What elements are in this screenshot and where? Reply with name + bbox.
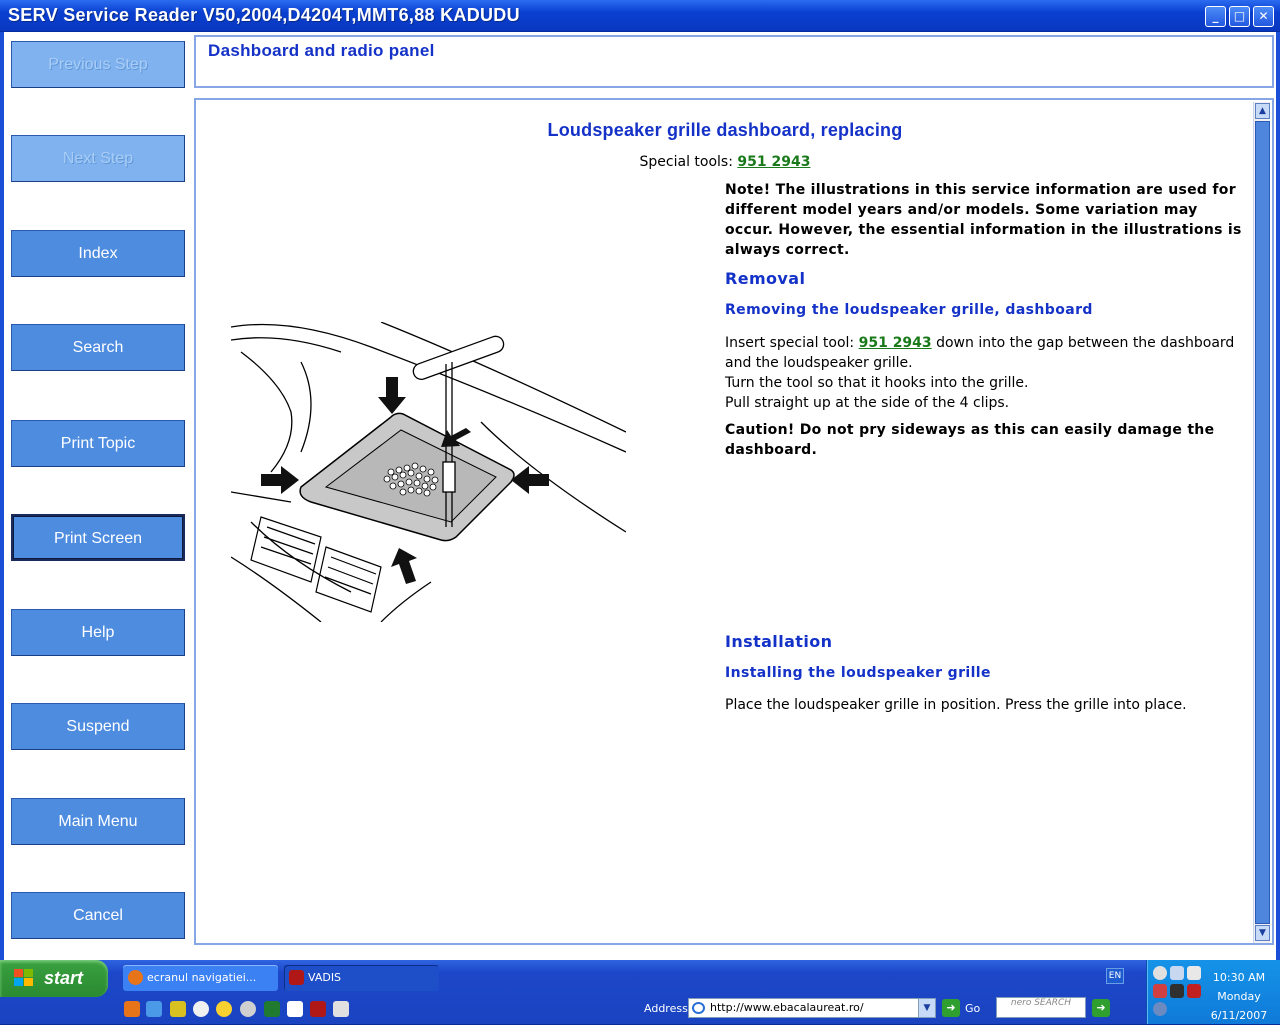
quicklaunch-app-icon[interactable] [170, 1001, 186, 1017]
address-dropdown-icon[interactable]: ▼ [918, 999, 935, 1017]
scroll-down-icon[interactable]: ▼ [1255, 925, 1270, 941]
note-text: Note! The illustrations in this service information are used for different model years and/or models. Some variation may occur. However, the essential information in the illustrations is always correct. [725, 182, 1242, 258]
start-button[interactable] [0, 960, 108, 997]
step-1-prefix: Insert special tool: [725, 335, 855, 351]
caution-text: Caution! Do not pry sideways as this can easily damage the dashboard. [725, 422, 1215, 458]
step-1-tool-link[interactable]: 951 2943 [858, 335, 932, 351]
previous-step-button[interactable]: Previous Step [11, 41, 185, 88]
taskbar-item-browser[interactable] [123, 965, 278, 991]
special-tools-line [196, 154, 1254, 170]
search-button[interactable]: Search [11, 324, 185, 371]
quicklaunch-firefox-icon[interactable] [124, 1001, 140, 1017]
quicklaunch-vadis-icon[interactable] [310, 1001, 326, 1017]
tray-clock-icon[interactable] [1153, 1002, 1167, 1016]
document-title: Loudspeaker grille dashboard, replacing [547, 120, 903, 140]
main-menu-button[interactable]: Main Menu [11, 798, 185, 845]
section-title: Dashboard and radio panel [208, 41, 435, 60]
quicklaunch-messenger-icon[interactable] [216, 1001, 232, 1017]
tray-security-icon[interactable] [1153, 984, 1167, 998]
tray-monitor-icon[interactable] [1170, 984, 1184, 998]
index-button[interactable]: Index [11, 230, 185, 277]
clock-date: 6/11/2007 [1210, 1009, 1268, 1022]
ie-page-icon [692, 1002, 705, 1014]
windows-flag-icon [14, 969, 34, 987]
firefox-icon [128, 970, 143, 985]
tray-app-icon[interactable] [1187, 966, 1201, 980]
tray-antivirus-icon[interactable] [1187, 984, 1201, 998]
step-1-suffix: down into the gap between the dashboard and the loudspeaker grille. [725, 335, 1235, 371]
suspend-button[interactable]: Suspend [11, 703, 185, 750]
nero-search-go-icon[interactable]: ➜ [1092, 999, 1110, 1017]
quicklaunch-disc-icon[interactable] [240, 1001, 256, 1017]
taskbar [0, 960, 1280, 1024]
system-tray [1146, 960, 1280, 1024]
nero-search-box[interactable]: nero SEARCH [996, 997, 1086, 1018]
removal-heading: Removal [725, 269, 806, 288]
removal-subheading: Removing the loudspeaker grille, dashboard [725, 302, 1093, 318]
go-label[interactable]: Go [965, 1002, 981, 1015]
tray-network-icon[interactable] [1153, 966, 1167, 980]
clock[interactable] [1201, 968, 1277, 1025]
address-label: Address [644, 1002, 688, 1015]
vertical-scrollbar[interactable] [1253, 102, 1270, 943]
vadis-icon [289, 970, 304, 985]
installation-heading: Installation [725, 632, 833, 651]
installation-text: Place the loudspeaker grille in position. Press the grille into place. [725, 697, 1187, 713]
clock-day: Monday [1217, 990, 1261, 1003]
special-tools-label: Special tools: [639, 154, 733, 170]
quicklaunch-document-icon[interactable] [287, 1001, 303, 1017]
maximize-button[interactable]: □ [1229, 6, 1250, 27]
scroll-thumb[interactable] [1255, 121, 1270, 924]
scroll-up-icon[interactable]: ▲ [1255, 103, 1270, 119]
header-panel [194, 35, 1274, 88]
language-indicator[interactable]: EN [1106, 968, 1124, 984]
clock-time: 10:30 AM [1212, 971, 1266, 984]
content-panel [194, 98, 1274, 945]
quicklaunch-media-icon[interactable] [193, 1001, 209, 1017]
print-screen-button[interactable]: Print Screen [11, 514, 185, 561]
cancel-button[interactable]: Cancel [11, 892, 185, 939]
close-button[interactable]: ✕ [1253, 6, 1274, 27]
print-topic-button[interactable]: Print Topic [11, 420, 185, 467]
step-3: Pull straight up at the side of the 4 clips. [725, 395, 1010, 411]
taskbar-item-vadis-label: VADIS [308, 971, 342, 984]
next-step-button[interactable]: Next Step [11, 135, 185, 182]
quicklaunch-ie-icon[interactable] [146, 1001, 162, 1017]
minimize-button[interactable]: _ [1205, 6, 1226, 27]
loudspeaker-grille-illustration [231, 322, 626, 622]
app-window [0, 32, 1280, 960]
removal-steps [725, 333, 1245, 413]
address-value: http://www.ebacalaureat.ro/ [710, 1001, 864, 1014]
help-button[interactable]: Help [11, 609, 185, 656]
quicklaunch-excel-icon[interactable] [264, 1001, 280, 1017]
installation-subheading: Installing the loudspeaker grille [725, 665, 991, 681]
start-label: start [44, 968, 84, 988]
taskbar-item-vadis[interactable] [284, 965, 439, 991]
special-tool-link[interactable]: 951 2943 [737, 154, 811, 170]
tray-volume-icon[interactable] [1170, 966, 1184, 980]
step-2: Turn the tool so that it hooks into the grille. [725, 375, 1029, 391]
title-bar [0, 0, 1280, 32]
quicklaunch-file-icon[interactable] [333, 1001, 349, 1017]
taskbar-item-browser-label: ecranul navigatiei... [147, 971, 257, 984]
go-arrow-icon[interactable]: ➜ [942, 999, 960, 1017]
window-title: SERV Service Reader V50,2004,D4204T,MMT6,88 KADUDU [8, 5, 520, 25]
address-input[interactable] [688, 998, 936, 1018]
step-1 [725, 333, 1245, 373]
